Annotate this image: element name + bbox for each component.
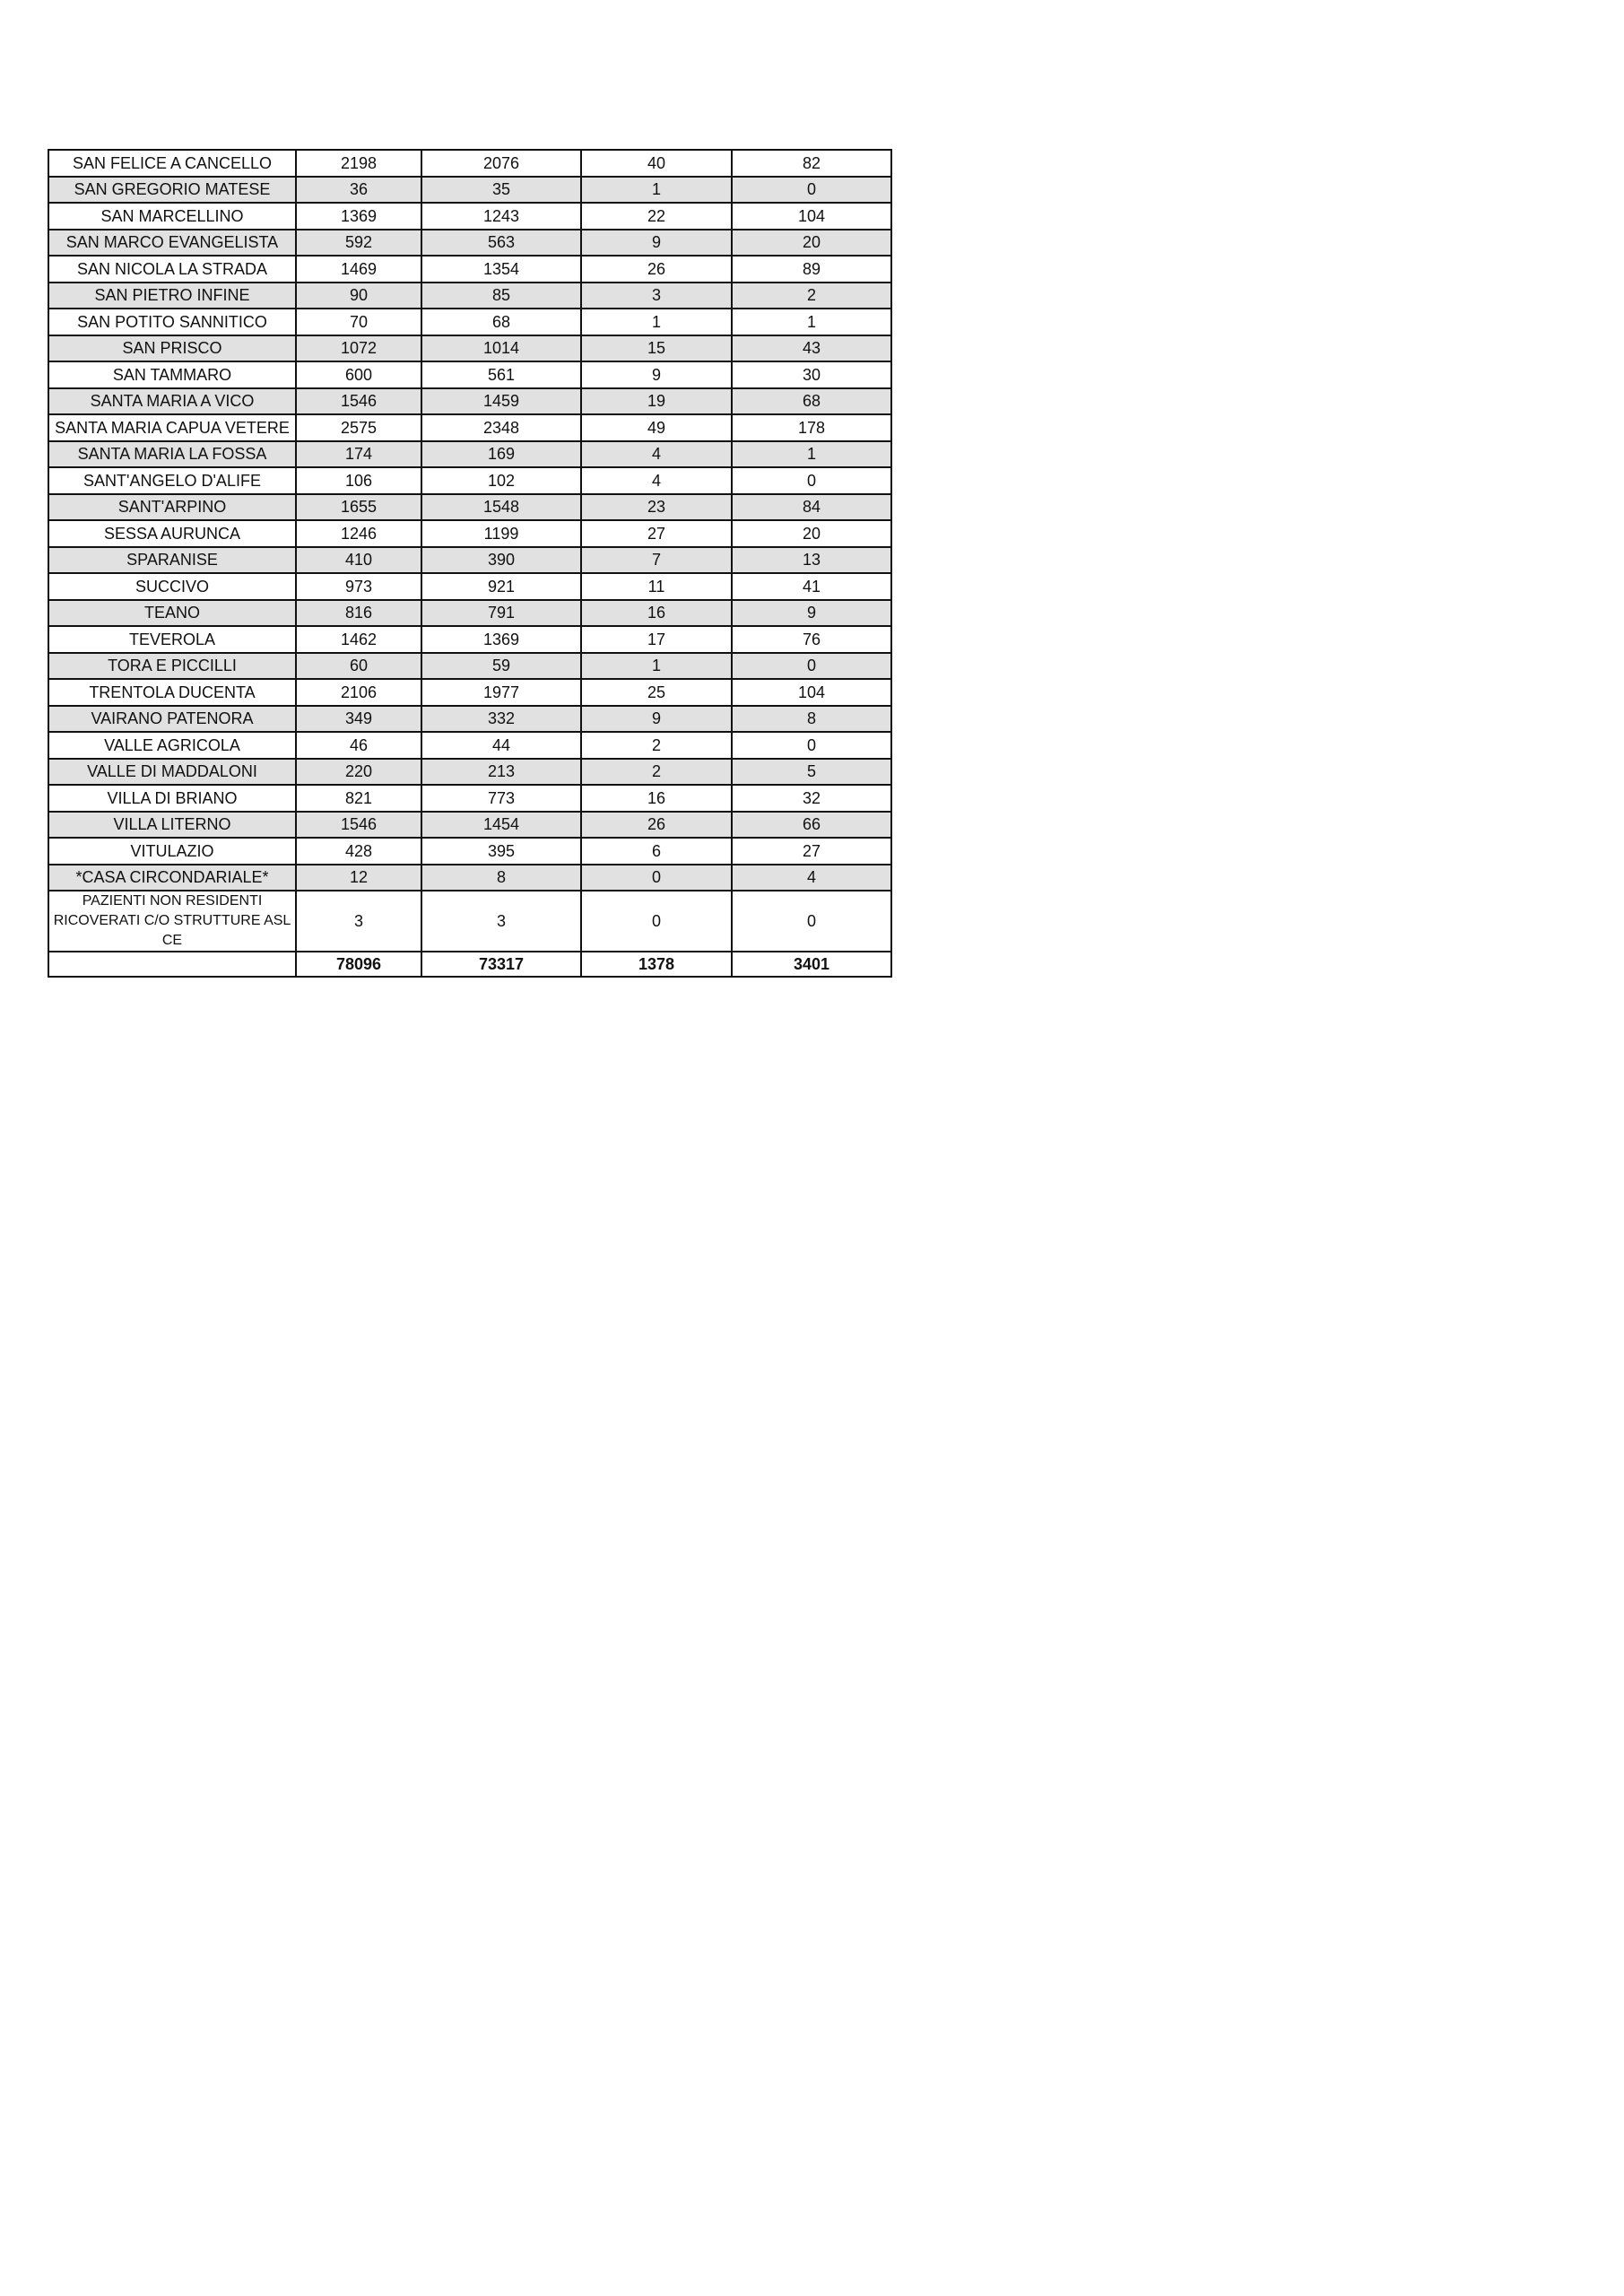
value-cell-3: 22 bbox=[581, 203, 732, 230]
municipality-name-cell: SANTA MARIA LA FOSSA bbox=[48, 441, 296, 468]
value-cell-2: 921 bbox=[421, 573, 581, 600]
value-cell-3: 4 bbox=[581, 467, 732, 494]
table-body bbox=[48, 150, 891, 977]
value-cell-4: 84 bbox=[732, 494, 891, 521]
table-row bbox=[48, 679, 891, 706]
municipality-name-cell: SAN NICOLA LA STRADA bbox=[48, 256, 296, 283]
value-cell-4: 30 bbox=[732, 361, 891, 388]
value-cell-2: 1454 bbox=[421, 812, 581, 839]
value-cell-4: 1 bbox=[732, 309, 891, 335]
total-row bbox=[48, 952, 891, 977]
value-cell-2: 2348 bbox=[421, 414, 581, 441]
value-cell-1: 1246 bbox=[296, 520, 421, 547]
value-cell-2: 213 bbox=[421, 759, 581, 786]
value-cell-3: 16 bbox=[581, 600, 732, 627]
value-cell-3: 26 bbox=[581, 256, 732, 283]
value-cell-4: 0 bbox=[732, 177, 891, 204]
value-cell-3: 26 bbox=[581, 812, 732, 839]
value-cell-4: 76 bbox=[732, 626, 891, 653]
value-cell-4: 1 bbox=[732, 441, 891, 468]
value-cell-3: 16 bbox=[581, 785, 732, 812]
non-resident-value-3: 0 bbox=[581, 891, 732, 952]
value-cell-3: 9 bbox=[581, 230, 732, 257]
value-cell-2: 791 bbox=[421, 600, 581, 627]
total-label bbox=[48, 952, 296, 977]
value-cell-1: 1546 bbox=[296, 812, 421, 839]
value-cell-3: 17 bbox=[581, 626, 732, 653]
value-cell-2: 1548 bbox=[421, 494, 581, 521]
municipality-name-cell: TRENTOLA DUCENTA bbox=[48, 679, 296, 706]
municipality-name-cell: SAN MARCO EVANGELISTA bbox=[48, 230, 296, 257]
municipality-name-cell: SAN MARCELLINO bbox=[48, 203, 296, 230]
value-cell-1: 2575 bbox=[296, 414, 421, 441]
value-cell-2: 1977 bbox=[421, 679, 581, 706]
table-row bbox=[48, 600, 891, 627]
table-row bbox=[48, 283, 891, 309]
value-cell-3: 19 bbox=[581, 388, 732, 415]
municipality-name-cell: SAN TAMMARO bbox=[48, 361, 296, 388]
municipality-name-cell: VILLA DI BRIANO bbox=[48, 785, 296, 812]
value-cell-2: 35 bbox=[421, 177, 581, 204]
non-resident-label: PAZIENTI NON RESIDENTI RICOVERATI C/O STRUTTURE ASL CE bbox=[48, 891, 296, 952]
value-cell-2: 68 bbox=[421, 309, 581, 335]
municipality-name-cell: VITULAZIO bbox=[48, 838, 296, 865]
value-cell-1: 592 bbox=[296, 230, 421, 257]
value-cell-1: 12 bbox=[296, 865, 421, 891]
value-cell-4: 32 bbox=[732, 785, 891, 812]
total-value-2: 73317 bbox=[421, 952, 581, 977]
municipality-name-cell: VALLE AGRICOLA bbox=[48, 732, 296, 759]
table-row bbox=[48, 414, 891, 441]
value-cell-2: 332 bbox=[421, 706, 581, 733]
non-resident-row bbox=[48, 891, 891, 952]
municipality-name-cell: TEANO bbox=[48, 600, 296, 627]
value-cell-3: 23 bbox=[581, 494, 732, 521]
value-cell-2: 85 bbox=[421, 283, 581, 309]
municipality-name-cell: SAN GREGORIO MATESE bbox=[48, 177, 296, 204]
non-resident-value-4: 0 bbox=[732, 891, 891, 952]
value-cell-4: 0 bbox=[732, 467, 891, 494]
table-row bbox=[48, 626, 891, 653]
total-value-3: 1378 bbox=[581, 952, 732, 977]
table-row bbox=[48, 653, 891, 680]
municipality-name-cell: SAN POTITO SANNITICO bbox=[48, 309, 296, 335]
value-cell-2: 44 bbox=[421, 732, 581, 759]
municipality-name-cell: SANT'ANGELO D'ALIFE bbox=[48, 467, 296, 494]
value-cell-4: 4 bbox=[732, 865, 891, 891]
value-cell-4: 104 bbox=[732, 203, 891, 230]
value-cell-4: 5 bbox=[732, 759, 891, 786]
value-cell-3: 0 bbox=[581, 865, 732, 891]
table-row bbox=[48, 177, 891, 204]
value-cell-4: 104 bbox=[732, 679, 891, 706]
value-cell-2: 102 bbox=[421, 467, 581, 494]
value-cell-1: 1655 bbox=[296, 494, 421, 521]
value-cell-2: 2076 bbox=[421, 150, 581, 177]
value-cell-3: 25 bbox=[581, 679, 732, 706]
data-sheet bbox=[48, 149, 892, 978]
table-row bbox=[48, 203, 891, 230]
table-row bbox=[48, 467, 891, 494]
non-resident-value-1: 3 bbox=[296, 891, 421, 952]
value-cell-4: 9 bbox=[732, 600, 891, 627]
value-cell-3: 40 bbox=[581, 150, 732, 177]
value-cell-1: 1462 bbox=[296, 626, 421, 653]
municipality-table bbox=[48, 149, 892, 978]
municipality-name-cell: SUCCIVO bbox=[48, 573, 296, 600]
value-cell-3: 6 bbox=[581, 838, 732, 865]
value-cell-4: 27 bbox=[732, 838, 891, 865]
value-cell-3: 3 bbox=[581, 283, 732, 309]
municipality-name-cell: VAIRANO PATENORA bbox=[48, 706, 296, 733]
table-row bbox=[48, 335, 891, 362]
value-cell-2: 561 bbox=[421, 361, 581, 388]
value-cell-1: 816 bbox=[296, 600, 421, 627]
table-row bbox=[48, 361, 891, 388]
value-cell-4: 8 bbox=[732, 706, 891, 733]
value-cell-1: 821 bbox=[296, 785, 421, 812]
value-cell-4: 89 bbox=[732, 256, 891, 283]
value-cell-4: 178 bbox=[732, 414, 891, 441]
table-row bbox=[48, 309, 891, 335]
table-row bbox=[48, 150, 891, 177]
value-cell-1: 60 bbox=[296, 653, 421, 680]
value-cell-1: 973 bbox=[296, 573, 421, 600]
value-cell-1: 410 bbox=[296, 547, 421, 574]
value-cell-1: 1546 bbox=[296, 388, 421, 415]
value-cell-2: 169 bbox=[421, 441, 581, 468]
value-cell-1: 1369 bbox=[296, 203, 421, 230]
municipality-name-cell: VILLA LITERNO bbox=[48, 812, 296, 839]
value-cell-4: 82 bbox=[732, 150, 891, 177]
value-cell-3: 2 bbox=[581, 759, 732, 786]
value-cell-1: 70 bbox=[296, 309, 421, 335]
value-cell-3: 15 bbox=[581, 335, 732, 362]
municipality-name-cell: VALLE DI MADDALONI bbox=[48, 759, 296, 786]
value-cell-1: 2198 bbox=[296, 150, 421, 177]
table-row bbox=[48, 494, 891, 521]
value-cell-1: 1469 bbox=[296, 256, 421, 283]
table-row bbox=[48, 520, 891, 547]
value-cell-1: 174 bbox=[296, 441, 421, 468]
value-cell-1: 349 bbox=[296, 706, 421, 733]
value-cell-3: 4 bbox=[581, 441, 732, 468]
value-cell-4: 66 bbox=[732, 812, 891, 839]
value-cell-3: 1 bbox=[581, 653, 732, 680]
table-row bbox=[48, 706, 891, 733]
value-cell-3: 9 bbox=[581, 706, 732, 733]
table-row bbox=[48, 759, 891, 786]
value-cell-2: 390 bbox=[421, 547, 581, 574]
table-row bbox=[48, 388, 891, 415]
value-cell-2: 773 bbox=[421, 785, 581, 812]
value-cell-2: 1243 bbox=[421, 203, 581, 230]
table-row bbox=[48, 785, 891, 812]
value-cell-2: 1199 bbox=[421, 520, 581, 547]
value-cell-2: 1014 bbox=[421, 335, 581, 362]
table-row bbox=[48, 441, 891, 468]
value-cell-3: 11 bbox=[581, 573, 732, 600]
value-cell-4: 20 bbox=[732, 230, 891, 257]
municipality-name-cell: SANTA MARIA CAPUA VETERE bbox=[48, 414, 296, 441]
value-cell-2: 563 bbox=[421, 230, 581, 257]
total-value-1: 78096 bbox=[296, 952, 421, 977]
value-cell-3: 2 bbox=[581, 732, 732, 759]
value-cell-1: 90 bbox=[296, 283, 421, 309]
municipality-name-cell: TEVEROLA bbox=[48, 626, 296, 653]
table-row bbox=[48, 256, 891, 283]
municipality-name-cell: SAN PRISCO bbox=[48, 335, 296, 362]
municipality-name-cell: SPARANISE bbox=[48, 547, 296, 574]
municipality-name-cell: SANT'ARPINO bbox=[48, 494, 296, 521]
value-cell-1: 2106 bbox=[296, 679, 421, 706]
value-cell-1: 428 bbox=[296, 838, 421, 865]
municipality-name-cell: SAN FELICE A CANCELLO bbox=[48, 150, 296, 177]
value-cell-4: 0 bbox=[732, 653, 891, 680]
value-cell-1: 106 bbox=[296, 467, 421, 494]
value-cell-4: 2 bbox=[732, 283, 891, 309]
value-cell-2: 1369 bbox=[421, 626, 581, 653]
municipality-name-cell: SESSA AURUNCA bbox=[48, 520, 296, 547]
value-cell-3: 1 bbox=[581, 309, 732, 335]
municipality-name-cell: SANTA MARIA A VICO bbox=[48, 388, 296, 415]
table-row bbox=[48, 865, 891, 891]
value-cell-1: 1072 bbox=[296, 335, 421, 362]
total-value-4: 3401 bbox=[732, 952, 891, 977]
value-cell-1: 600 bbox=[296, 361, 421, 388]
value-cell-2: 59 bbox=[421, 653, 581, 680]
value-cell-2: 1354 bbox=[421, 256, 581, 283]
value-cell-1: 46 bbox=[296, 732, 421, 759]
table-row bbox=[48, 573, 891, 600]
table-row bbox=[48, 812, 891, 839]
value-cell-3: 9 bbox=[581, 361, 732, 388]
value-cell-2: 395 bbox=[421, 838, 581, 865]
value-cell-4: 68 bbox=[732, 388, 891, 415]
table-row bbox=[48, 732, 891, 759]
value-cell-4: 13 bbox=[732, 547, 891, 574]
value-cell-1: 220 bbox=[296, 759, 421, 786]
table-row bbox=[48, 547, 891, 574]
value-cell-4: 20 bbox=[732, 520, 891, 547]
value-cell-3: 1 bbox=[581, 177, 732, 204]
value-cell-1: 36 bbox=[296, 177, 421, 204]
value-cell-2: 8 bbox=[421, 865, 581, 891]
value-cell-3: 7 bbox=[581, 547, 732, 574]
value-cell-4: 0 bbox=[732, 732, 891, 759]
table-row bbox=[48, 230, 891, 257]
municipality-name-cell: TORA E PICCILLI bbox=[48, 653, 296, 680]
municipality-name-cell: *CASA CIRCONDARIALE* bbox=[48, 865, 296, 891]
non-resident-value-2: 3 bbox=[421, 891, 581, 952]
value-cell-3: 49 bbox=[581, 414, 732, 441]
value-cell-4: 43 bbox=[732, 335, 891, 362]
value-cell-3: 27 bbox=[581, 520, 732, 547]
value-cell-2: 1459 bbox=[421, 388, 581, 415]
municipality-name-cell: SAN PIETRO INFINE bbox=[48, 283, 296, 309]
table-row bbox=[48, 838, 891, 865]
value-cell-4: 41 bbox=[732, 573, 891, 600]
